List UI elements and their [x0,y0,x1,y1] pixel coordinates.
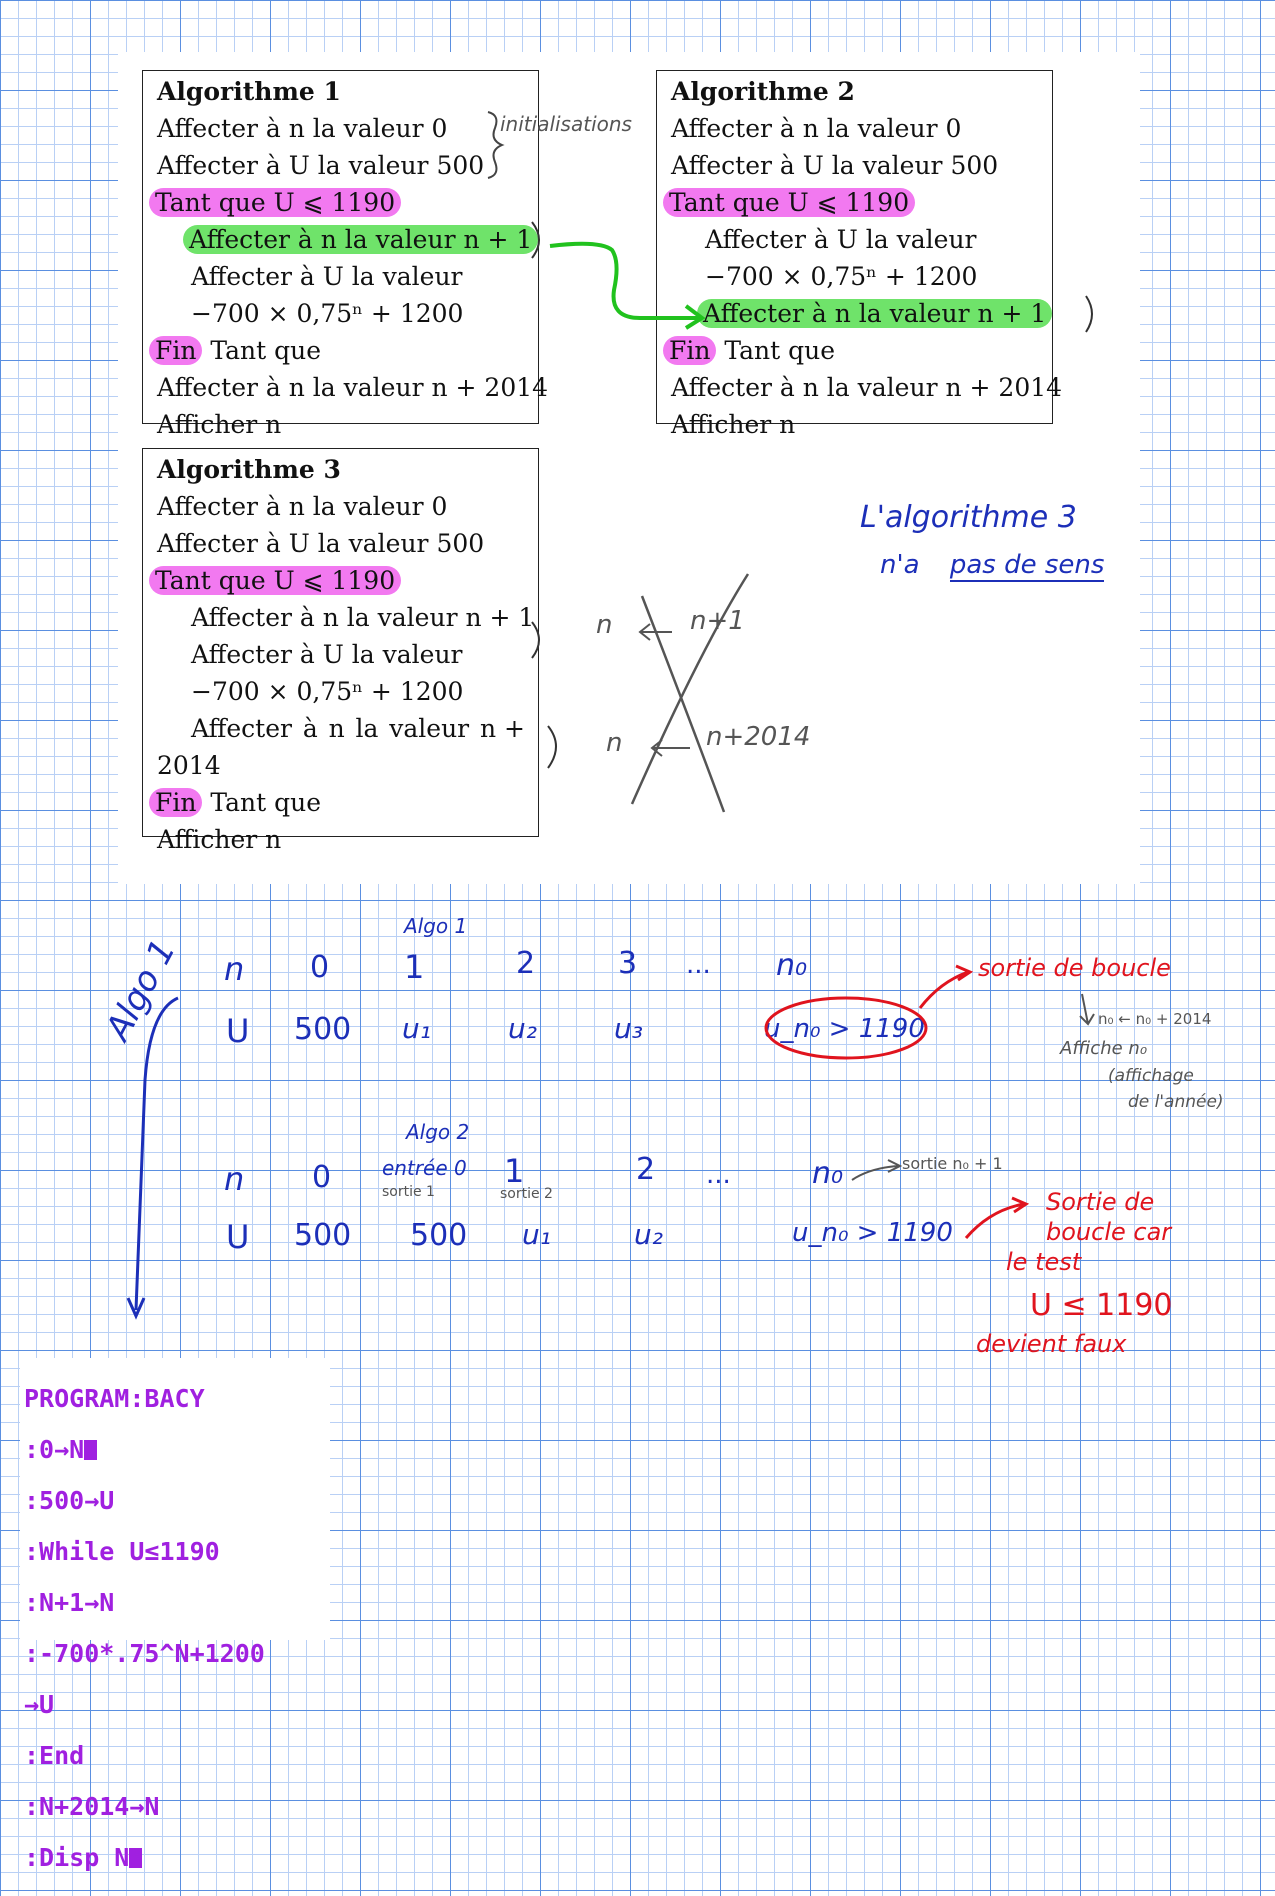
table2-u-final: u_n₀ > 1190 [792,1218,953,1248]
note-algo3-na: n'a [880,550,920,580]
calc-line: :End [24,1740,85,1770]
table1-n-value: 2 [516,946,536,981]
note-cross-n-2: n [606,728,623,758]
algo2-increment: Affecter à n la valeur n + 1 [697,299,1052,328]
table2-exit-n: sortie n₀ + 1 [902,1154,1003,1173]
algo1-line-8: Affecter à n la valeur n + 2014 [157,373,549,402]
table1-note-3: (affichage [1108,1066,1194,1086]
calc-line: :N+2014→N [24,1791,160,1821]
table2-n-header: n [224,1160,245,1198]
algo3-line-4: Affecter à n la valeur n + 1 [191,603,535,632]
algo2-endwhile: Tant que [716,336,836,365]
table2-u-value: 500 [294,1218,352,1253]
table2-n-value: ... [706,1160,731,1190]
note-algo3-pas-de-sens: pas de sens [949,550,1105,580]
calc-line: :Disp N [24,1845,330,1871]
table1-n-value: 3 [618,946,638,981]
algo3-word: Affecter [191,714,292,743]
table1-u-value: u₃ [614,1012,643,1045]
note-cross-n-1: n [596,610,613,640]
table1-n-value: 0 [310,950,330,985]
table2-exit-4: U ≤ 1190 [1030,1288,1173,1323]
table2-u-value: 500 [410,1218,468,1253]
algo2-line-9: Afficher n [671,410,796,439]
table2-n-value: 0 [312,1160,332,1195]
algo2-line-4: Affecter à U la valeur [705,225,977,254]
algo3-fin: Fin [149,788,202,817]
table1-note-4: de l'année) [1128,1092,1224,1112]
table1-n-header: n [224,950,245,988]
gray-arrow [1080,994,1094,1024]
table2-u-value: u₁ [522,1218,551,1251]
algorithm-2-box [656,70,1063,439]
algo3-line-10: Afficher n [157,825,282,854]
algo1-fin: Fin [149,336,202,365]
algo1-line-9: Afficher n [157,410,282,439]
table2-n-value: 2 [636,1152,656,1187]
note-initialisations: initialisations [500,112,632,136]
calc-line: PROGRAM:BACY [24,1383,205,1413]
algorithm-3-title: Algorithme 3 [157,455,341,484]
algo2-line-2: Affecter à U la valeur 500 [671,151,999,180]
side-arrow-head [128,1298,144,1316]
calculator-program [20,1358,330,1872]
algo3-word: à [302,714,318,743]
table2-exit-3: le test [1006,1248,1082,1276]
algo2-line-5: −700 × 0,75ⁿ + 1200 [705,262,978,291]
algo1-increment: Affecter à n la valeur n + 1 [183,225,538,254]
calc-line: :-700*.75^N+1200 [24,1638,265,1668]
table1-note-2: Affiche n₀ [1060,1038,1148,1059]
table1-exit-label: sortie de boucle [978,954,1171,982]
algo3-word: n [328,714,345,743]
note-algo3-sense-2 [880,550,1104,580]
algo3-line-8: 2014 [157,751,221,780]
calc-line: :N+1→N [24,1587,115,1617]
table2-n-value: n₀ [812,1156,844,1191]
table1-u-value: u₁ [402,1012,431,1045]
algo1-while: Tant que U ⩽ 1190 [149,188,401,217]
table2-n-value: 1 [504,1152,525,1190]
table2-u-value: u₂ [634,1218,663,1251]
algo3-line-5: Affecter à U la valeur [191,640,463,669]
algo3-endwhile: Tant que [202,788,322,817]
table2-u-header: U [226,1218,250,1256]
cursor-block [84,1440,97,1460]
algo3-word: valeur [389,714,470,743]
algo1-line-5: Affecter à U la valeur [191,262,463,291]
table1-n-value: 1 [404,948,425,986]
algo3-line-7 [157,710,525,747]
table1-label: Algo 1 [404,914,468,938]
algo3-line-6: −700 × 0,75ⁿ + 1200 [191,677,464,706]
red-arrow-2 [966,1198,1026,1238]
table2-label: Algo 2 [406,1120,470,1144]
side-arrow [136,998,178,1310]
note-cross-n-plus-2014: n+2014 [706,722,811,752]
algo3-line-1: Affecter à n la valeur 0 [157,492,448,521]
table1-u-final: u_n₀ > 1190 [764,1014,925,1044]
table1-u-value: u₂ [508,1012,537,1045]
algo2-line-1: Affecter à n la valeur 0 [671,114,962,143]
calc-line: :500→U [24,1485,115,1515]
calc-line: :0→N [24,1437,330,1463]
algorithm-1-title: Algorithme 1 [157,77,341,106]
table2-exit-2: boucle car [1046,1218,1172,1246]
red-arrow [920,966,970,1008]
table1-side-label: Algo 1 [98,933,184,1047]
table1-n-value: n₀ [776,948,808,983]
table2-exit-5: devient faux [976,1330,1127,1358]
algo3-word: n + [479,714,525,743]
table2-exit-1: Sortie de [1046,1188,1155,1216]
algo3-word: la [355,714,379,743]
cursor-block [129,1848,142,1868]
table1-note-1: n₀ ← n₀ + 2014 [1098,1010,1212,1028]
algorithm-2-title: Algorithme 2 [671,77,855,106]
algo3-while: Tant que U ⩽ 1190 [149,566,401,595]
algo2-fin: Fin [663,336,716,365]
table1-u-header: U [226,1012,250,1050]
gray-arrow-2 [852,1160,900,1180]
table1-n-value: ... [686,950,711,980]
calc-line: :While U≤1190 [24,1536,220,1566]
algo3-line-2: Affecter à U la valeur 500 [157,529,485,558]
table1-u-value: 500 [294,1012,352,1047]
note-algo3-sense-1: L'algorithme 3 [860,500,1077,535]
calc-line: →U [24,1689,55,1719]
algo1-line-2: Affecter à U la valeur 500 [157,151,485,180]
note-cross-n-plus-1: n+1 [690,606,745,636]
table2-sortie-1: sortie 1 [382,1184,435,1200]
algorithm-1-box [142,70,549,439]
table2-n-value: entrée 0 [382,1156,467,1180]
algorithm-3-box [142,448,539,854]
algo2-while: Tant que U ⩽ 1190 [663,188,915,217]
algo2-line-8: Affecter à n la valeur n + 2014 [671,373,1063,402]
table2-sortie-2: sortie 2 [500,1186,553,1202]
algo1-endwhile: Tant que [202,336,322,365]
algo1-line-1: Affecter à n la valeur 0 [157,114,448,143]
algo1-line-6: −700 × 0,75ⁿ + 1200 [191,299,464,328]
